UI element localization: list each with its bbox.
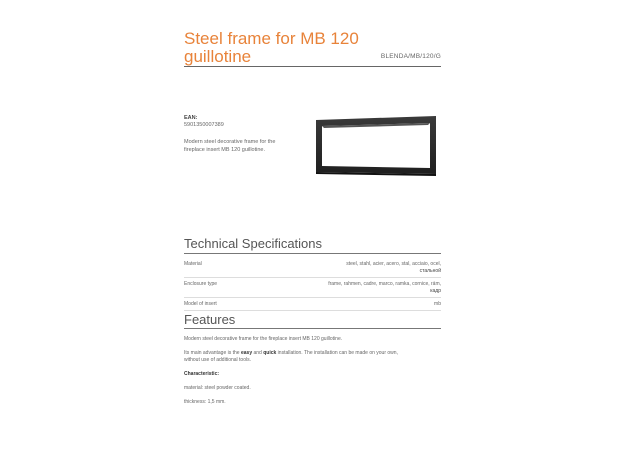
characteristic-label: Characteristic: [184,371,220,377]
spec-key: Material [184,261,202,267]
product-description [184,138,302,154]
table-row [184,278,441,298]
spec-value-line1: mb [434,301,441,307]
specs-divider [184,253,441,254]
specs-heading: Technical Specifications [184,236,323,251]
features-advantage: Its main advantage is the easy and quick installation. The installation can be made on your own, without use of additional tools. [184,350,398,363]
features-divider [184,328,441,329]
spec-key: Enclosure type [184,281,218,287]
thickness-line: thickness: 1,5 mm. [184,399,226,405]
product-description-line1: Modern steel decorative frame for the [184,139,276,145]
quick-emphasis: quick [263,350,277,356]
spec-value [184,298,441,310]
ean-value: 5901350007389 [184,122,224,128]
spec-value-line2: стальной [419,268,441,274]
product-title-line2: guillotine [184,47,252,66]
specs-table [184,258,441,311]
ean-label: EAN: [184,115,198,121]
spec-value [184,278,441,297]
spec-value-line1: steel, stahl, acier, acero, stal, acciaio, ocel, [346,261,441,267]
spec-value [184,258,441,277]
product-title-line1: Steel frame for MB 120 [184,29,359,48]
steel-frame-image [312,114,440,180]
spec-value-line1: frame, rahmen, cadre, marco, ramka, cornice, rám, [328,281,441,287]
easy-emphasis: easy [240,350,253,356]
features-body [184,336,444,413]
spec-value-line2: кадр [430,288,441,294]
title-divider [184,66,441,67]
product-sku: BLENDA/MB/120/G [380,53,441,60]
product-description-line2: fireplace insert MB 120 guillotine. [184,147,266,153]
features-heading: Features [184,312,236,327]
material-line: material: steel powder coated. [184,385,251,391]
spec-key: Model of insert [184,301,217,307]
product-title [184,30,384,66]
table-row [184,258,441,278]
features-intro: Modern steel decorative frame for the fireplace insert MB 120 guillotine. [184,336,343,342]
table-row [184,298,441,311]
